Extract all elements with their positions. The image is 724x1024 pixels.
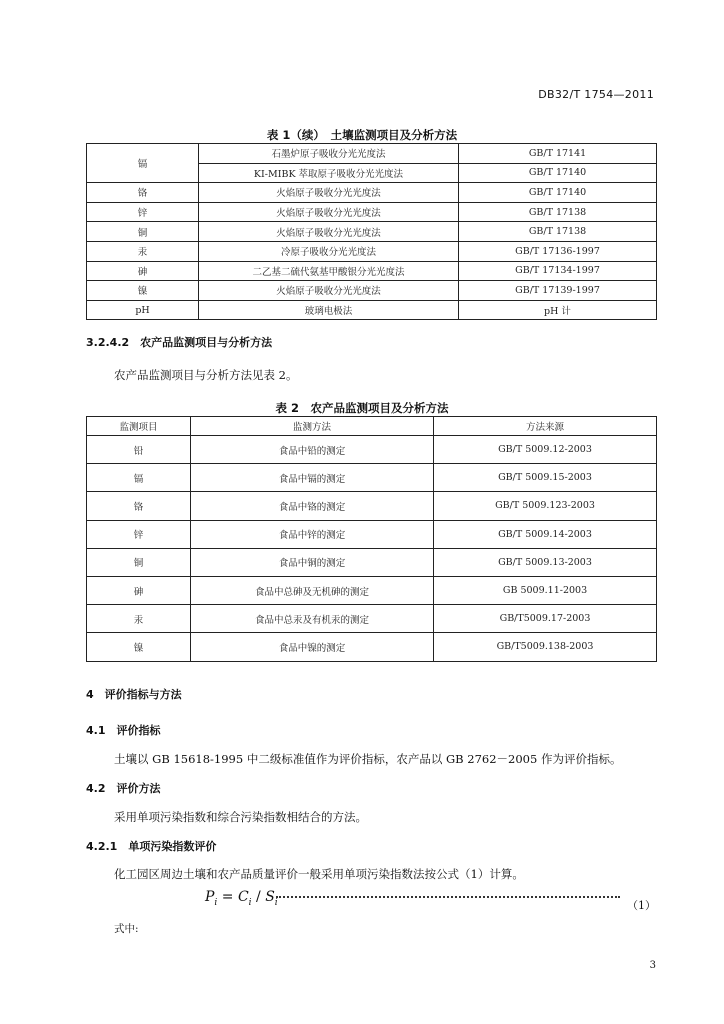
table-row [87,222,657,242]
method-cell: 火焰原子吸收分光光度法 [199,281,459,301]
table-row [87,436,657,464]
item-cell: 铬 [87,492,191,520]
formula-number: （1） [627,899,656,912]
item-cell: 铬 [87,183,199,203]
column-header: 方法来源 [434,417,657,436]
table-row [87,202,657,222]
section-41-heading: 4.1 评价指标 [86,724,161,737]
item-cell: 锌 [87,520,191,548]
table-row [87,241,657,261]
item-cell: 砷 [87,261,199,281]
method-cell: 二乙基二硫代氨基甲酸银分光光度法 [199,261,459,281]
table-row [87,548,657,576]
column-header: 监测方法 [191,417,434,436]
formula-slash: / [251,889,266,905]
section-4-heading: 4 评价指标与方法 [86,688,182,701]
table-row [87,464,657,492]
section-3242-text: 农产品监测项目与分析方法见表 2。 [114,368,298,382]
method-cell: 食品中铜的测定 [191,548,434,576]
method-cell: 火焰原子吸收分光光度法 [199,202,459,222]
table1-soil-methods [86,143,657,320]
table-row [87,144,657,164]
formula-subscript: i [248,897,252,908]
method-cell: 食品中镉的测定 [191,464,434,492]
table-row [87,261,657,281]
column-header: 监测项目 [87,417,191,436]
table-row [87,633,657,661]
standard-cell: GB/T 17134-1997 [459,261,657,281]
source-cell: GB/T 5009.14-2003 [434,520,657,548]
method-cell: 玻璃电极法 [199,300,459,320]
section-421-heading: 4.2.1 单项污染指数评价 [86,840,217,853]
item-cell: 镉 [87,144,199,183]
formula-symbol-c: C [237,889,249,905]
where-label: 式中: [114,923,139,935]
method-cell: 食品中总汞及有机汞的测定 [191,605,434,633]
source-cell: GB 5009.11-2003 [434,576,657,604]
source-cell: GB/T 5009.15-2003 [434,464,657,492]
standard-cell: GB/T 17140 [459,163,657,183]
table-row [87,183,657,203]
source-cell: GB/T 5009.12-2003 [434,436,657,464]
section-3242-heading: 3.2.4.2 农产品监测项目与分析方法 [86,336,273,349]
standard-code: DB32/T 1754—2011 [538,88,654,101]
table-row [87,576,657,604]
formula-subscript: i [214,897,218,908]
section-42-heading: 4.2 评价方法 [86,782,161,795]
section-41-text: 土壤以 GB 15618-1995 中二级标准值作为评价指标，农产品以 GB 2762－2005 作为评价指标。 [114,752,622,766]
formula-1 [205,889,278,908]
table2-produce-methods [86,416,657,662]
standard-cell: GB/T 17140 [459,183,657,203]
page-number: 3 [649,960,656,971]
item-cell: 镍 [87,281,199,301]
item-cell: 汞 [87,605,191,633]
section-421-text: 化工园区周边土壤和农产品质量评价一般采用单项污染指数法按公式（1）计算。 [114,867,524,881]
item-cell: 铜 [87,222,199,242]
method-cell: KI-MIBK 萃取原子吸收分光光度法 [199,163,459,183]
formula-symbol-p: P [205,889,215,905]
table-row [87,520,657,548]
source-cell: GB/T5009.138-2003 [434,633,657,661]
table-header-row [87,417,657,436]
formula-symbol-s: S [265,889,275,905]
method-cell: 食品中铬的测定 [191,492,434,520]
standard-cell: GB/T 17139-1997 [459,281,657,301]
table-row [87,492,657,520]
table-row [87,605,657,633]
source-cell: GB/T 5009.123-2003 [434,492,657,520]
method-cell: 冷原子吸收分光光度法 [199,241,459,261]
table-row [87,281,657,301]
standard-cell: GB/T 17138 [459,202,657,222]
standard-cell: GB/T 17138 [459,222,657,242]
formula-subscript: i [274,897,278,908]
source-cell: GB/T 5009.13-2003 [434,548,657,576]
standard-cell: GB/T 17141 [459,144,657,164]
item-cell: pH [87,300,199,320]
item-cell: 锌 [87,202,199,222]
item-cell: 汞 [87,241,199,261]
table1-caption: 表 1（续） 土壤监测项目及分析方法 [266,128,458,142]
method-cell: 食品中铅的测定 [191,436,434,464]
method-cell: 石墨炉原子吸收分光光度法 [199,144,459,164]
standard-cell: pH 计 [459,300,657,320]
formula-equals: = [217,889,238,905]
method-cell: 食品中镍的测定 [191,633,434,661]
source-cell: GB/T5009.17-2003 [434,605,657,633]
item-cell: 镍 [87,633,191,661]
item-cell: 镉 [87,464,191,492]
method-cell: 火焰原子吸收分光光度法 [199,183,459,203]
item-cell: 铅 [87,436,191,464]
item-cell: 砷 [87,576,191,604]
method-cell: 食品中总砷及无机砷的测定 [191,576,434,604]
standard-cell: GB/T 17136-1997 [459,241,657,261]
formula-leader-dots [276,896,620,898]
method-cell: 食品中锌的测定 [191,520,434,548]
table2-caption: 表 2 农产品监测项目及分析方法 [275,401,449,415]
table-row [87,300,657,320]
item-cell: 铜 [87,548,191,576]
section-42-text: 采用单项污染指数和综合污染指数相结合的方法。 [114,810,367,824]
method-cell: 火焰原子吸收分光光度法 [199,222,459,242]
